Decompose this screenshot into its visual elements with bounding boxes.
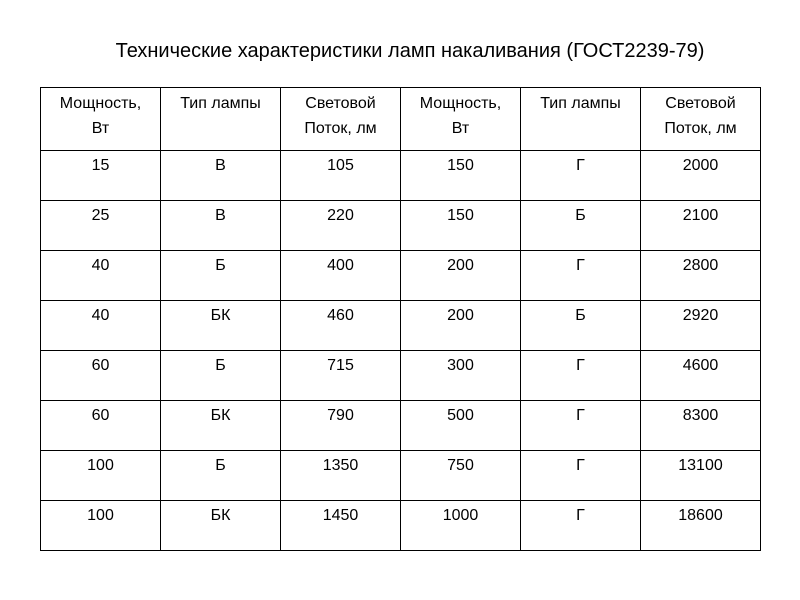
table-cell: БК	[161, 301, 281, 351]
table-cell: Г	[521, 401, 641, 451]
table-cell: Г	[521, 451, 641, 501]
table-cell: В	[161, 151, 281, 201]
table-cell: 790	[281, 401, 401, 451]
table-cell: 460	[281, 301, 401, 351]
table-row	[41, 151, 761, 201]
table-cell: 60	[41, 351, 161, 401]
table-cell: 18600	[641, 501, 761, 551]
table-row	[41, 501, 761, 551]
table-row	[41, 451, 761, 501]
table-cell: 100	[41, 501, 161, 551]
header-lamp-type-2-label: Тип лампы	[540, 95, 621, 112]
table-cell: 500	[401, 401, 521, 451]
table-cell: 100	[41, 451, 161, 501]
table-cell: 220	[281, 201, 401, 251]
table-cell: 150	[401, 151, 521, 201]
header-flux-2	[641, 88, 761, 151]
table-cell: БК	[161, 401, 281, 451]
table-cell: 1450	[281, 501, 401, 551]
table-cell: 105	[281, 151, 401, 201]
header-lamp-type-1	[161, 88, 281, 151]
header-flux-2-line1: Световой	[665, 95, 736, 112]
table-row	[41, 301, 761, 351]
table-cell: 1000	[401, 501, 521, 551]
table-cell: 2800	[641, 251, 761, 301]
table-cell: 200	[401, 301, 521, 351]
table-cell: Г	[521, 351, 641, 401]
table-cell: БК	[161, 501, 281, 551]
table-row	[41, 401, 761, 451]
table-cell: В	[161, 201, 281, 251]
table-row	[41, 251, 761, 301]
page-title: Технические характеристики ламп накаливания (ГОСТ2239-79)	[115, 40, 705, 62]
table-cell: 4600	[641, 351, 761, 401]
table-cell: Г	[521, 501, 641, 551]
table-cell: 40	[41, 301, 161, 351]
header-power-1-line2: Вт	[91, 120, 110, 137]
table-cell: 15	[41, 151, 161, 201]
table-row	[41, 201, 761, 251]
table-cell: 150	[401, 201, 521, 251]
table-cell: Б	[521, 201, 641, 251]
table-cell: 200	[401, 251, 521, 301]
table-cell: 60	[41, 401, 161, 451]
table-row	[41, 351, 761, 401]
table-cell: 2920	[641, 301, 761, 351]
table-cell: 750	[401, 451, 521, 501]
header-flux-1-line1: Световой	[305, 95, 376, 112]
table-cell: Г	[521, 151, 641, 201]
header-lamp-type-2	[521, 88, 641, 151]
table-cell: 13100	[641, 451, 761, 501]
header-flux-1	[281, 88, 401, 151]
table-cell: Б	[161, 251, 281, 301]
table-cell: 400	[281, 251, 401, 301]
header-flux-1-line2: Поток, лм	[304, 120, 377, 137]
header-power-2-line2: Вт	[451, 120, 470, 137]
table-cell: 2100	[641, 201, 761, 251]
table-cell: 40	[41, 251, 161, 301]
header-lamp-type-1-label: Тип лампы	[180, 95, 261, 112]
header-flux-2-line2: Поток, лм	[664, 120, 737, 137]
table-cell: 715	[281, 351, 401, 401]
table-cell: 1350	[281, 451, 401, 501]
table-cell: 2000	[641, 151, 761, 201]
lamp-specs-table	[40, 87, 761, 551]
header-power-2	[401, 88, 521, 151]
table-cell: Б	[161, 451, 281, 501]
table-cell: Г	[521, 251, 641, 301]
header-power-1-line1: Мощность,	[59, 95, 142, 112]
table-cell: 25	[41, 201, 161, 251]
header-power-1	[41, 88, 161, 151]
table-cell: 8300	[641, 401, 761, 451]
table-cell: Б	[521, 301, 641, 351]
header-power-2-line1: Мощность,	[419, 95, 502, 112]
table-cell: 300	[401, 351, 521, 401]
table-cell: Б	[161, 351, 281, 401]
table-header-row	[41, 88, 761, 151]
